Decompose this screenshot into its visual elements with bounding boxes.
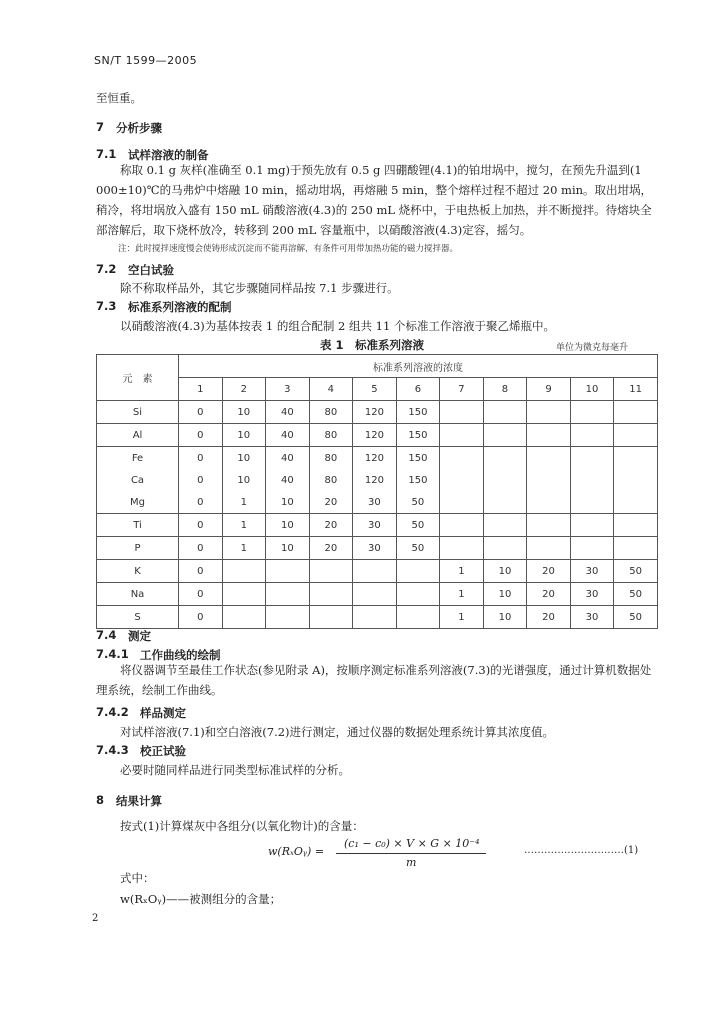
value-cell xyxy=(396,583,440,606)
value-cell xyxy=(483,514,527,537)
value-cell: 40 xyxy=(266,401,310,424)
value-cell xyxy=(483,537,527,560)
section-7-3-paragraph: 以硝酸溶液(4.3)为基体按表 1 的组合配制 2 组共 11 个标准工作溶液于聚乙烯瓶中。 xyxy=(120,319,555,333)
formula-reference: …………………………(1) xyxy=(524,845,639,856)
section-7-1-note: 注：此时搅拌速度慢会使铸形成沉淀而不能再溶解，有条件可用带加热功能的磁力搅拌器。 xyxy=(118,244,459,254)
value-cell: 80 xyxy=(309,424,353,447)
value-cell xyxy=(483,424,527,447)
value-cell: 40 xyxy=(266,469,310,491)
value-cell: 120 xyxy=(353,424,397,447)
value-cell xyxy=(614,447,658,470)
value-cell: 0 xyxy=(179,560,223,583)
value-cell xyxy=(440,514,484,537)
definition-w: w(RₓOᵧ)——被测组分的含量； xyxy=(120,892,282,906)
value-cell xyxy=(570,401,614,424)
formula-lhs: w(RₓOᵧ) = xyxy=(268,845,325,858)
value-cell: 10 xyxy=(266,514,310,537)
value-cell: 30 xyxy=(353,491,397,514)
value-cell: 40 xyxy=(266,447,310,470)
table-caption: 表 1 标准系列溶液 xyxy=(320,338,425,352)
value-cell: 50 xyxy=(396,514,440,537)
value-cell: 10 xyxy=(483,606,527,629)
value-cell xyxy=(353,583,397,606)
continued-text: 至恒重。 xyxy=(96,91,142,105)
section-7-2-number: 7.2 xyxy=(96,262,117,276)
value-cell xyxy=(440,447,484,470)
element-cell: P xyxy=(97,537,179,560)
value-cell xyxy=(483,469,527,491)
value-cell: 0 xyxy=(179,469,223,491)
section-7-2-paragraph: 除不称取样品外，其它步骤随同样品按 7.1 步骤进行。 xyxy=(120,281,399,295)
value-cell xyxy=(309,583,353,606)
value-cell xyxy=(527,491,571,514)
table-row xyxy=(97,401,658,424)
value-cell: 10 xyxy=(266,491,310,514)
value-cell: 1 xyxy=(440,560,484,583)
value-cell: 20 xyxy=(527,583,571,606)
value-cell xyxy=(440,424,484,447)
table-row xyxy=(97,514,658,537)
value-cell xyxy=(527,469,571,491)
value-cell xyxy=(222,560,266,583)
value-cell: 50 xyxy=(396,537,440,560)
value-cell: 80 xyxy=(309,401,353,424)
value-cell xyxy=(222,583,266,606)
formula-numerator: (c₁ − c₀) × V × G × 10⁻⁴ xyxy=(344,837,480,850)
value-cell xyxy=(527,401,571,424)
value-cell: 20 xyxy=(309,491,353,514)
value-cell xyxy=(266,583,310,606)
value-cell: 80 xyxy=(309,447,353,470)
value-cell: 120 xyxy=(353,401,397,424)
section-7-4-number: 7.4 xyxy=(96,628,117,642)
column-header: 6 xyxy=(396,378,440,401)
column-group-header: 标准系列溶液的浓度 xyxy=(179,355,658,378)
value-cell xyxy=(614,469,658,491)
column-header: 8 xyxy=(483,378,527,401)
value-cell: 120 xyxy=(353,447,397,470)
where-label: 式中： xyxy=(120,871,155,885)
section-7-4-2-number: 7.4.2 xyxy=(96,705,129,719)
fraction-bar xyxy=(336,853,486,854)
value-cell: 150 xyxy=(396,424,440,447)
section-7-4-3-number: 7.4.3 xyxy=(96,743,129,757)
value-cell: 0 xyxy=(179,401,223,424)
value-cell xyxy=(527,424,571,447)
value-cell: 30 xyxy=(570,606,614,629)
value-cell xyxy=(440,537,484,560)
value-cell xyxy=(614,424,658,447)
value-cell xyxy=(614,491,658,514)
value-cell xyxy=(614,401,658,424)
element-cell: K xyxy=(97,560,179,583)
value-cell: 10 xyxy=(266,537,310,560)
value-cell xyxy=(570,447,614,470)
element-cell: Ti xyxy=(97,514,179,537)
value-cell: 80 xyxy=(309,469,353,491)
value-cell xyxy=(570,469,614,491)
table-row xyxy=(97,447,658,470)
value-cell: 50 xyxy=(614,606,658,629)
table-row xyxy=(97,469,658,491)
value-cell xyxy=(440,469,484,491)
value-cell xyxy=(570,537,614,560)
table-unit: 单位为微克每毫升 xyxy=(556,343,629,353)
column-header-element: 元 素 xyxy=(97,355,179,401)
column-header: 4 xyxy=(309,378,353,401)
standard-series-table xyxy=(96,354,658,629)
value-cell: 0 xyxy=(179,606,223,629)
column-header: 3 xyxy=(266,378,310,401)
value-cell: 0 xyxy=(179,514,223,537)
value-cell: 10 xyxy=(222,401,266,424)
value-cell: 0 xyxy=(179,491,223,514)
value-cell: 1 xyxy=(440,606,484,629)
element-cell: Na xyxy=(97,583,179,606)
value-cell: 30 xyxy=(570,560,614,583)
value-cell: 150 xyxy=(396,469,440,491)
value-cell: 20 xyxy=(309,514,353,537)
value-cell: 120 xyxy=(353,469,397,491)
table-row xyxy=(97,424,658,447)
column-header: 10 xyxy=(570,378,614,401)
value-cell xyxy=(266,606,310,629)
section-7-4-3-paragraph: 必要时随同样品进行同类型标准试样的分析。 xyxy=(120,763,350,777)
value-cell xyxy=(527,447,571,470)
section-7-1-paragraph: 称取 0.1 g 灰样(准确至 0.1 mg)于预先放有 0.5 g 四硼酸锂(4.1)的铂坩埚中，搅匀，在预先升温到(1 000±10)℃的马弗炉中熔融 10 min，摇动坩埚，再熔融 5 min，整个熔样过程不超过 20 min。取出坩埚，稍冷，将坩埚放入盛有 150 mL 硝酸溶液(4.3)的 250 mL 烧杯中，于电热板上加热，并不断搅拌。待熔块全部溶解后，取下烧杯放冷，转移到 200 mL 容量瓶中，以硝酸溶液(4.3)定容，摇匀。 xyxy=(96,163,653,237)
column-header: 1 xyxy=(179,378,223,401)
value-cell xyxy=(614,514,658,537)
value-cell xyxy=(483,447,527,470)
value-cell: 50 xyxy=(614,560,658,583)
formula-denominator: m xyxy=(406,856,417,869)
section-7-number: 7 xyxy=(96,120,105,134)
value-cell: 10 xyxy=(222,447,266,470)
section-7-1-title: 试样溶液的制备 xyxy=(128,148,209,162)
value-cell: 40 xyxy=(266,424,310,447)
section-7-title: 分析步骤 xyxy=(116,121,162,135)
value-cell: 30 xyxy=(353,514,397,537)
value-cell: 150 xyxy=(396,401,440,424)
value-cell xyxy=(396,606,440,629)
table-row xyxy=(97,606,658,629)
page-number: 2 xyxy=(92,913,99,924)
value-cell: 1 xyxy=(440,583,484,606)
document-code: SN/T 1599—2005 xyxy=(94,54,198,67)
value-cell xyxy=(483,491,527,514)
column-header: 5 xyxy=(353,378,397,401)
value-cell xyxy=(396,560,440,583)
element-cell: Si xyxy=(97,401,179,424)
element-cell: Al xyxy=(97,424,179,447)
value-cell xyxy=(527,537,571,560)
value-cell xyxy=(527,514,571,537)
value-cell: 150 xyxy=(396,447,440,470)
element-cell: S xyxy=(97,606,179,629)
value-cell xyxy=(483,401,527,424)
column-header: 7 xyxy=(440,378,484,401)
value-cell xyxy=(614,537,658,560)
value-cell: 50 xyxy=(396,491,440,514)
value-cell: 0 xyxy=(179,537,223,560)
value-cell: 10 xyxy=(222,424,266,447)
value-cell: 1 xyxy=(222,514,266,537)
value-cell xyxy=(309,560,353,583)
value-cell xyxy=(440,491,484,514)
section-7-3-number: 7.3 xyxy=(96,299,117,313)
section-8-title: 结果计算 xyxy=(116,794,162,808)
value-cell: 30 xyxy=(570,583,614,606)
element-cell: Ca xyxy=(97,469,179,491)
section-7-4-2-title: 样品测定 xyxy=(140,706,186,720)
value-cell: 20 xyxy=(527,560,571,583)
table-row xyxy=(97,560,658,583)
section-8-number: 8 xyxy=(96,793,105,807)
value-cell xyxy=(353,560,397,583)
value-cell xyxy=(570,514,614,537)
element-cell: Mg xyxy=(97,491,179,514)
value-cell: 10 xyxy=(222,469,266,491)
value-cell: 10 xyxy=(483,560,527,583)
section-7-4-1-paragraph: 将仪器调节至最佳工作状态(参见附录 A)，按顺序测定标准系列溶液(7.3)的光谱强度，通过计算机数据处理系统，绘制工作曲线。 xyxy=(96,663,652,697)
value-cell: 50 xyxy=(614,583,658,606)
section-7-4-3-title: 校正试验 xyxy=(140,744,186,758)
table-row xyxy=(97,491,658,514)
value-cell xyxy=(570,491,614,514)
section-7-4-2-paragraph: 对试样溶液(7.1)和空白溶液(7.2)进行测定，通过仪器的数据处理系统计算其浓度值。 xyxy=(120,725,555,739)
value-cell xyxy=(353,606,397,629)
value-cell xyxy=(309,606,353,629)
value-cell: 0 xyxy=(179,424,223,447)
value-cell: 0 xyxy=(179,583,223,606)
section-7-4-title: 测定 xyxy=(128,629,151,643)
element-cell: Fe xyxy=(97,447,179,470)
section-7-2-title: 空白试验 xyxy=(128,263,174,277)
value-cell: 0 xyxy=(179,447,223,470)
section-7-4-1-title: 工作曲线的绘制 xyxy=(140,648,221,662)
value-cell: 1 xyxy=(222,491,266,514)
value-cell: 30 xyxy=(353,537,397,560)
section-7-1-number: 7.1 xyxy=(96,147,117,161)
value-cell xyxy=(266,560,310,583)
value-cell: 20 xyxy=(527,606,571,629)
column-header: 11 xyxy=(614,378,658,401)
value-cell: 20 xyxy=(309,537,353,560)
value-cell: 10 xyxy=(483,583,527,606)
value-cell: 1 xyxy=(222,537,266,560)
value-cell xyxy=(222,606,266,629)
section-8-paragraph: 按式(1)计算煤灰中各组分(以氧化物计)的含量： xyxy=(120,819,364,833)
value-cell xyxy=(440,401,484,424)
section-7-4-1-number: 7.4.1 xyxy=(96,647,129,661)
section-7-3-title: 标准系列溶液的配制 xyxy=(128,300,232,314)
column-header: 2 xyxy=(222,378,266,401)
column-header: 9 xyxy=(527,378,571,401)
table-row xyxy=(97,537,658,560)
value-cell xyxy=(570,424,614,447)
table-row xyxy=(97,583,658,606)
